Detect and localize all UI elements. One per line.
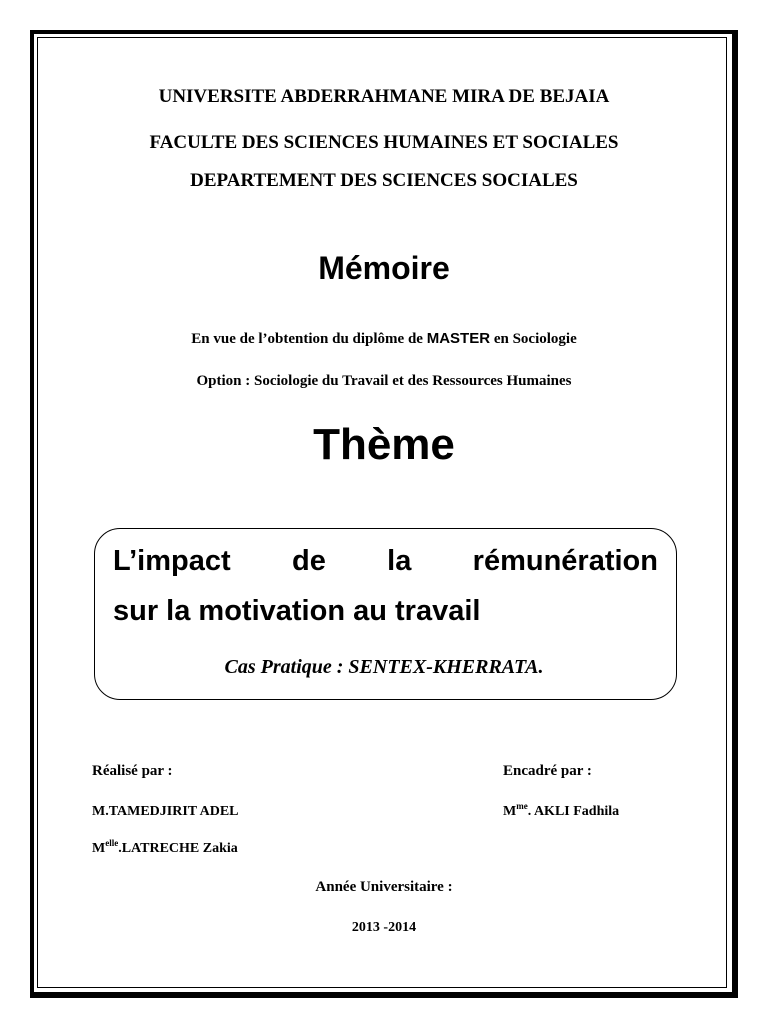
authors-label: Réalisé par : — [92, 763, 173, 779]
title-word: rémunération — [472, 545, 658, 577]
option-statement: Option : Sociologie du Travail et des Ressources Humaines — [196, 373, 572, 389]
supervisor-surname: . AKLI Fadhila — [527, 804, 620, 819]
academic-year-label: Année Universitaire : — [315, 879, 453, 895]
academic-year-value: 2013 -2014 — [351, 920, 417, 935]
theme-heading: Thème — [313, 420, 455, 469]
degree-prefix: En vue de l’obtention du diplôme de — [191, 331, 427, 347]
degree-suffix: en Sociologie — [490, 331, 577, 347]
university-name: UNIVERSITE ABDERRAHMANE MIRA DE BEJAIA — [158, 86, 610, 107]
document-type-heading: Mémoire — [318, 250, 450, 286]
author-2-name — [92, 838, 238, 857]
degree-level: MASTER — [426, 330, 491, 347]
thesis-title-line-1 — [113, 545, 658, 578]
author-2-title: M — [92, 841, 106, 856]
title-word: de — [291, 545, 326, 577]
supervisor-title: M — [503, 804, 517, 819]
author-2-surname: .LATRECHE Zakia — [118, 841, 238, 856]
degree-statement — [0, 330, 768, 348]
faculty-name: FACULTE DES SCIENCES HUMAINES ET SOCIALES — [149, 132, 619, 153]
supervisor-name — [503, 801, 620, 820]
department-name: DEPARTEMENT DES SCIENCES SOCIALES — [190, 170, 578, 191]
title-word: la — [387, 545, 412, 577]
supervisor-title-sup: me — [516, 801, 528, 811]
author-2-title-sup: elle — [105, 838, 119, 848]
case-study: Cas Pratique : SENTEX-KHERRATA. — [224, 656, 544, 678]
author-1-name: M.TAMEDJIRIT ADEL — [92, 804, 239, 819]
thesis-title-line-2: sur la motivation au travail — [113, 595, 481, 627]
title-word: L’impact — [113, 545, 231, 577]
supervisor-label: Encadré par : — [503, 763, 592, 779]
